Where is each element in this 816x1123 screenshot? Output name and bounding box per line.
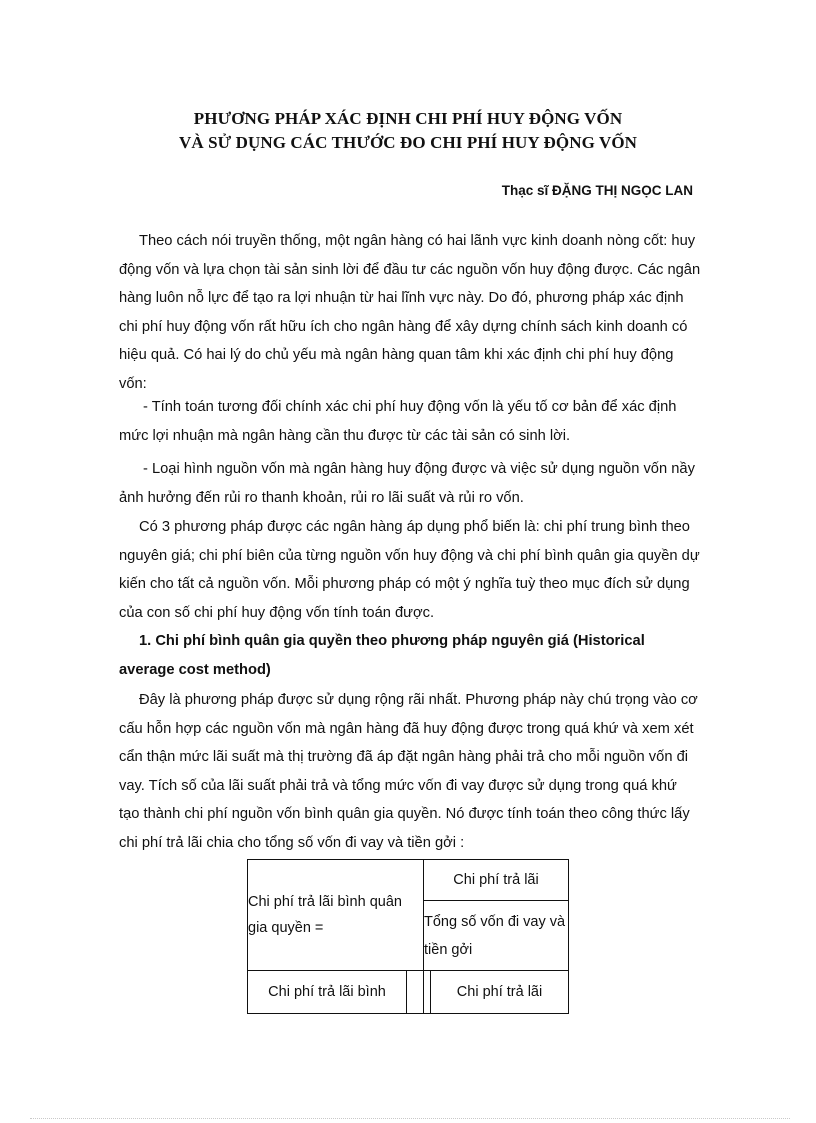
formula-row2-right: Chi phí trả lãi [431,971,569,1014]
paragraph-historical-method: Đây là phương pháp được sử dụng rộng rãi nhất. Phương pháp này chú trọng vào cơ cấu hỗn hợp các nguồn vốn mà ngân hàng đã huy động được trong quá khứ và xem xét cẩn thận mức lãi suất mà thị trường đã áp đặt ngân hàng phải trả cho mỗi nguồn vốn đi vay. Tích số của lãi suất phải trả và tổng mức vốn đi vay được sử dụng trong quá khứ tạo thành chi phí nguồn vốn bình quân gia quyền. Nó được tính toán theo công thức lấy chi phí trả lãi chia cho tổng số vốn đi vay và tiền gởi : [119,692,698,851]
title-line-1: PHƯƠNG PHÁP XÁC ĐỊNH CHI PHÍ HUY ĐỘNG VỐN [193,109,623,128]
title-line-2: VÀ SỬ DỤNG CÁC THƯỚC ĐO CHI PHÍ HUY ĐỘNG VỐN [178,133,638,152]
paragraph-methods: Có 3 phương pháp được các ngân hàng áp dụng phổ biến là: chi phí trung bình theo nguyên giá; chi phí biên của từng nguồn vốn huy động và chi phí bình quân gia quyền dự kiến cho tất cả nguồn vốn. Mỗi phương pháp có một ý nghĩa tuỳ theo mục đích sử dụng của con số chi phí huy động vốn tính toán được. [119,519,700,621]
formula-lhs: Chi phí trả lãi bình quân gia quyền = [248,860,424,971]
formula-row2-spacer-a [407,971,424,1014]
bullet-item-2: - Loại hình nguồn vốn mà ngân hàng huy động được và việc sử dụng nguồn vốn nầy ảnh hưởng đến rủi ro thanh khoản, rủi ro lãi suất và rủi ro vốn. [119,461,695,506]
formula-table [247,859,569,1014]
section-1-heading: 1. Chi phí bình quân gia quyền theo phương pháp nguyên giá (Historical average cost method) [119,633,645,678]
formula-numerator: Chi phí trả lãi [424,860,569,901]
page-bottom-divider [30,1118,790,1119]
formula-denominator: Tổng số vốn đi vay và tiền gởi [424,901,569,971]
author-line: Thạc sĩ ĐẶNG THỊ NGỌC LAN [501,183,693,198]
bullet-item-1: - Tính toán tương đối chính xác chi phí huy động vốn là yếu tố cơ bản để xác định mức lợi nhuận mà ngân hàng cần thu được từ các tài sản có sinh lời. [119,399,677,444]
paragraph-intro: Theo cách nói truyền thống, một ngân hàng có hai lãnh vực kinh doanh nòng cốt: huy động vốn và lựa chọn tài sản sinh lời để đầu tư các nguồn vốn huy động được. Các ngân hàng luôn nỗ lực để tạo ra lợi nhuận từ hai lĩnh vực này. Do đó, phương pháp xác định chi phí huy động vốn rất hữu ích cho ngân hàng để xây dựng chính sách kinh doanh có hiệu quả. Có hai lý do chủ yếu mà ngân hàng quan tâm khi xác định chi phí huy động vốn: [119,233,701,392]
formula-row2-left: Chi phí trả lãi bình [248,971,407,1014]
formula-row2-spacer-b [424,971,431,1014]
